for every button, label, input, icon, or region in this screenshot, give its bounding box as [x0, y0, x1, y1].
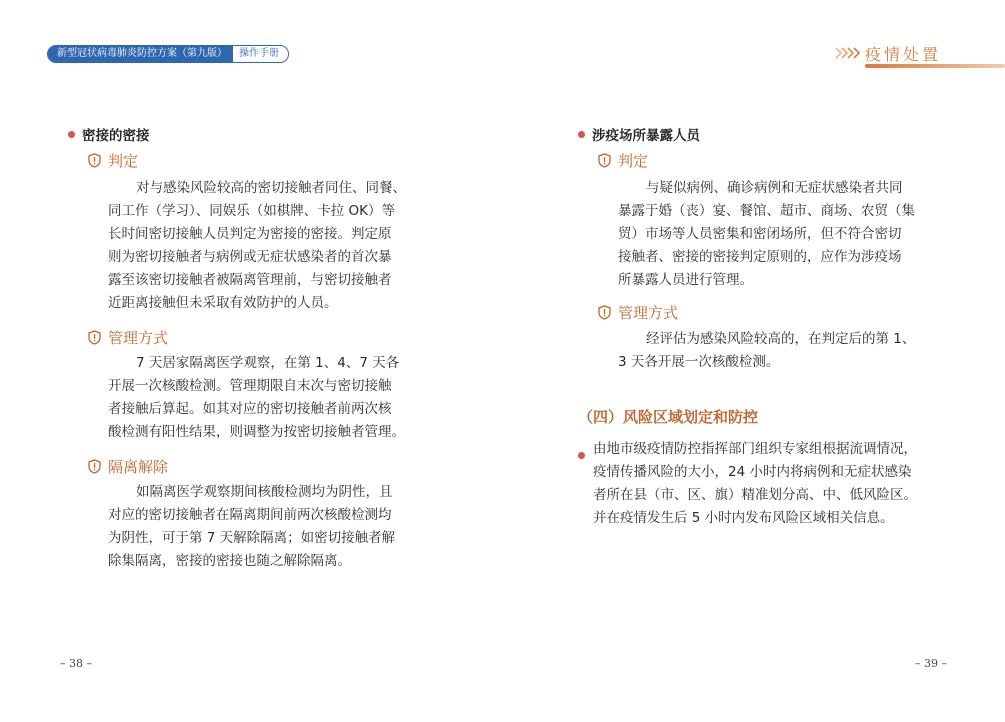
right-subsection-2-text: 经评估为感染风险较高的，在判定后的第 1、 3 天各开展一次核酸检测。	[618, 331, 916, 370]
right-heading: 涉疫场所暴露人员	[578, 124, 700, 144]
left-subsection-1-text: 对与感染风险较高的密切接触者同住、同餐、 同工作（学习）、同娱乐（如棋牌、卡拉 OK）等 长时间密切接触人员判定为密接的密接。判定原 则为密切接触者与病例或无症状感染者的首次暴 露至该密切接触者被隔离管理前，与密切接触者 近距离接触但未采取有效防护的人员。	[108, 180, 406, 311]
book-title-pill	[47, 45, 289, 63]
risk-area-section-heading: （四）风险区域划定和防控	[578, 408, 759, 426]
left-subsection-3-text: 如隔离医学观察期间核酸检测均为阴性，且 对应的密切接触者在隔离期间前两次核酸检测均 为阴性，可于第 7 天解除隔离；如密切接触者解 除集隔离，密接的密接也随之解除隔离。	[108, 484, 396, 569]
left-subsection-3-title: 隔离解除	[88, 456, 168, 477]
shield-exclamation-icon	[88, 330, 101, 345]
right-page	[503, 0, 1005, 722]
right-subsection-2-title: 管理方式	[598, 302, 678, 323]
book-title: 新型冠状病毒肺炎防控方案（第九版）	[48, 46, 233, 62]
chapter-header	[835, 40, 1005, 70]
shield-exclamation-icon	[598, 305, 611, 320]
shield-exclamation-icon	[88, 153, 101, 168]
bullet-dot-icon	[578, 131, 585, 138]
right-page-number: – 39 –	[915, 657, 947, 670]
risk-area-bullet-text: 由地市级疫情防控指挥部门组织专家组根据流调情况， 疫情传播风险的大小，24 小时内将病例和无症状感染 者所在县（市、区、旗）精准划分高、中、低风险区。 并在疫情发生后 5 小时内发布风险区域相关信息。	[593, 441, 917, 526]
chapter-underline	[865, 64, 1005, 68]
bullet-dot-icon	[68, 131, 75, 138]
right-subsection-1-text: 与疑似病例、确诊病例和无症状感染者共同 暴露于婚（丧）宴、餐馆、超市、商场、农贸（集 贸）市场等人员密集和密闭场所，但不符合密切 接触者、密接的密接判定原则的，应作为涉疫场 所暴露人员进行管理。	[618, 180, 915, 288]
left-subsection-2-text: 7 天居家隔离医学观察，在第 1、4、7 天各 开展一次核酸检测。管理期限自末次与密切接触 者接触后算起。如其对应的密切接触者前两次核 酸检测有阳性结果，则调整为按密切接触者管理。	[108, 355, 405, 440]
chevron-arrows-icon	[835, 46, 861, 60]
shield-exclamation-icon	[598, 153, 611, 168]
left-heading: 密接的密接	[68, 124, 150, 144]
right-subsection-1-title: 判定	[598, 150, 648, 171]
bullet-dot-icon	[578, 446, 585, 465]
left-subsection-2-title: 管理方式	[88, 327, 168, 348]
chapter-title: 疫情处置	[865, 45, 942, 64]
left-page	[0, 0, 502, 722]
manual-label: 操作手册	[233, 46, 288, 62]
left-subsection-1-title: 判定	[88, 150, 138, 171]
left-page-number: – 38 –	[60, 657, 92, 670]
shield-exclamation-icon	[88, 459, 101, 474]
